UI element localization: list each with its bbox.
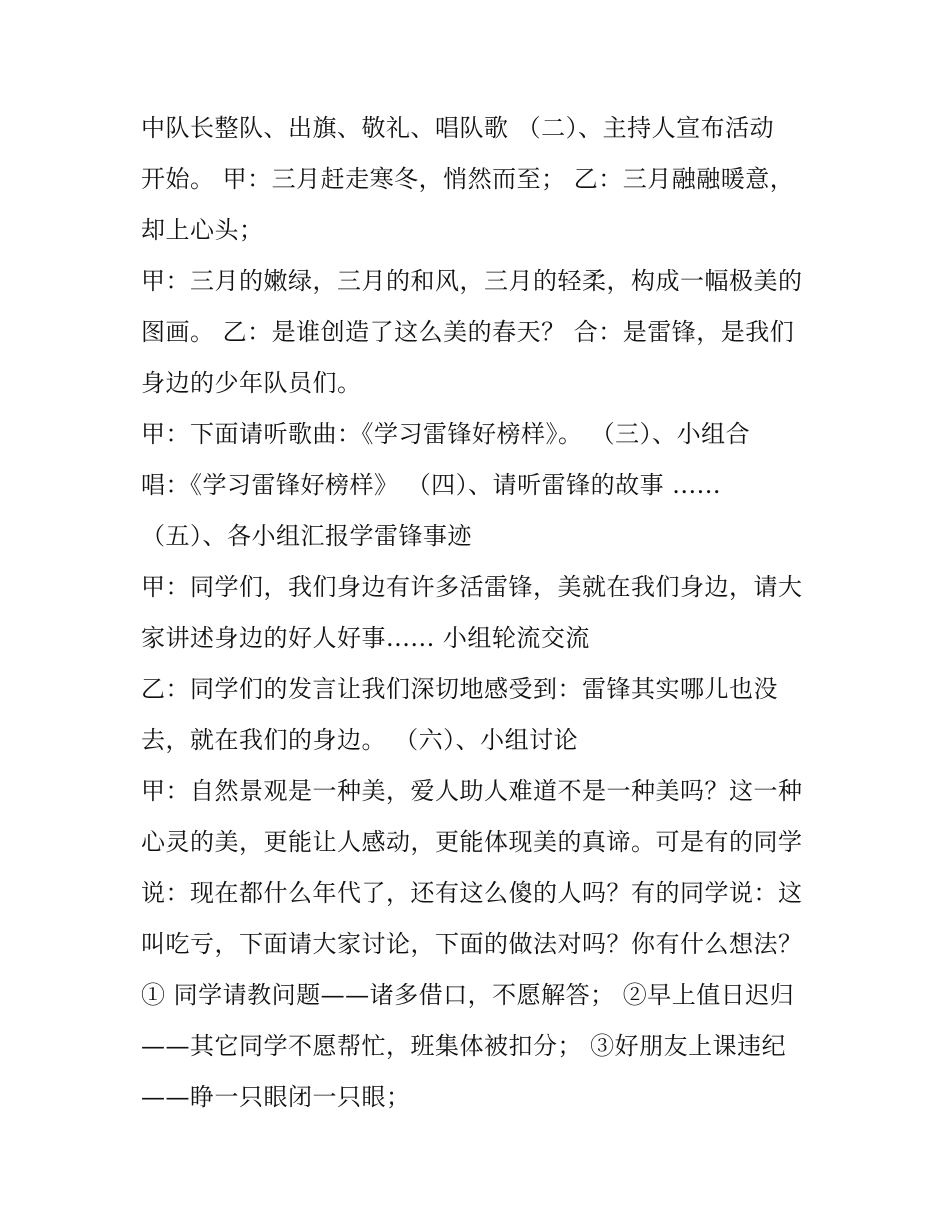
text-line: 却上心头； [141,216,264,244]
text-line: ① 同学请教问题——诸多借口，不愿解答； ②早上值日迟归 [141,981,795,1009]
text-line: 甲：自然景观是一种美，爱人助人难道不是一种美吗？这一种 [141,777,803,805]
text-line: 中队长整队、出旗、敬礼、唱队歌 （二）、主持人宣布活动 [141,114,775,142]
text-line: 甲：下面请听歌曲：《学习雷锋好榜样》。 （三）、小组合 [141,420,751,448]
text-line: 甲：三月的嫩绿，三月的和风，三月的轻柔，构成一幅极美的 [141,267,803,295]
text-line: 甲：同学们，我们身边有许多活雷锋，美就在我们身边，请大 [141,573,803,601]
text-line: ——其它同学不愿帮忙，班集体被扣分； ③好朋友上课违纪 [141,1032,787,1060]
text-line: 身边的少年队员们。 [141,369,362,397]
document-body [141,103,831,1123]
text-line: 说：现在都什么年代了，还有这么傻的人吗？有的同学说：这 [141,879,803,907]
text-line: 家讲述身边的好人好事...... 小组轮流交流 [141,624,590,652]
text-line: ——睁一只眼闭一只眼； [141,1083,411,1111]
text-line: 乙：同学们的发言让我们深切地感受到：雷锋其实哪儿也没 [141,675,778,703]
text-line: 唱：《学习雷锋好榜样》 （四）、请听雷锋的故事 ...... [141,471,722,499]
text-line: （五）、各小组汇报学雷锋事迹 [141,522,472,550]
text-line: 心灵的美，更能让人感动，更能体现美的真谛。可是有的同学 [141,828,803,856]
text-line: 叫吃亏，下面请大家讨论，下面的做法对吗？你有什么想法？ [141,930,803,958]
text-line: 开始。 甲：三月赶走寒冬，悄然而至； 乙：三月融融暖意， [141,165,795,193]
text-line: 去，就在我们的身边。 （六）、小组讨论 [141,726,579,754]
text-line: 图画。 乙：是谁创造了这么美的春天？ 合：是雷锋，是我们 [141,318,795,346]
